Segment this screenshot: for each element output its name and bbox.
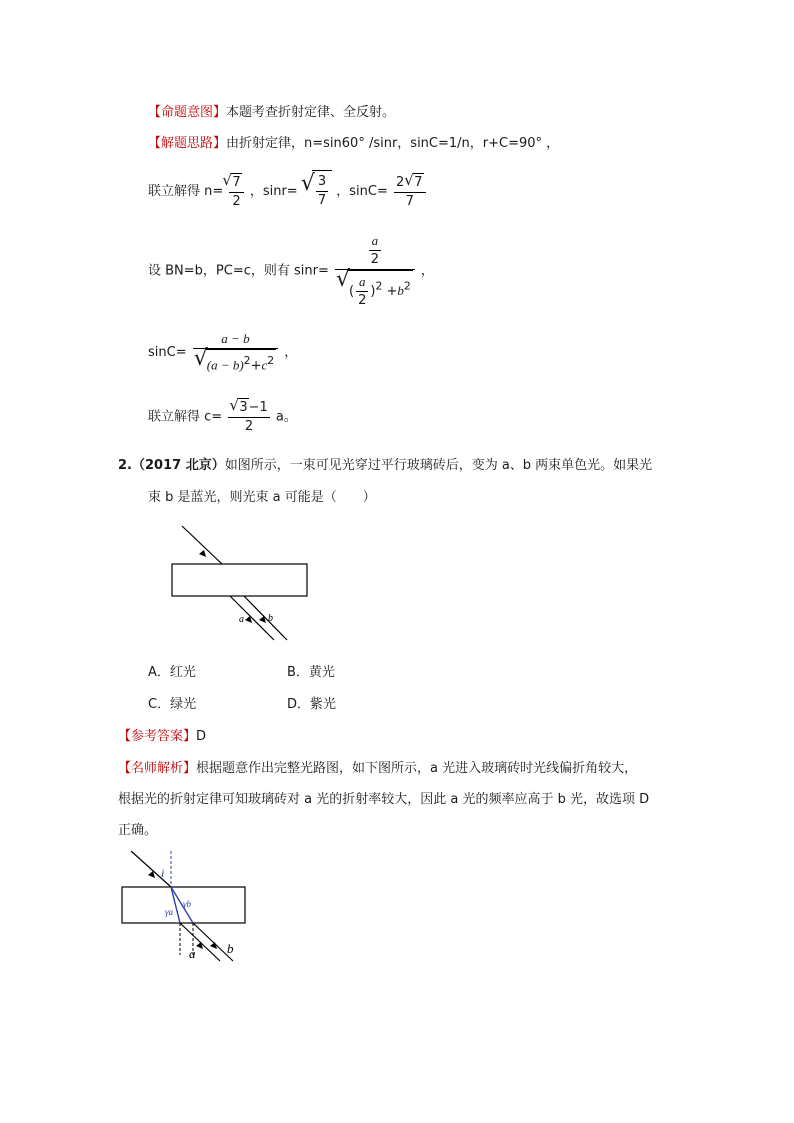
sinC-fraction: $\frac{2√ 7}{7}$	[394, 173, 426, 211]
solve-prefix: 联立解得 n=	[148, 184, 224, 199]
intent-line	[148, 103, 395, 123]
label-a: a	[189, 946, 196, 961]
option-b[interactable]: B．黄光	[287, 665, 335, 680]
question-text2: 束 b 是蓝光，则光束 a 可能是（ ）	[148, 490, 376, 505]
question-source: （2017 北京）	[131, 458, 225, 473]
question-line1	[118, 456, 652, 476]
light-path-figure	[115, 845, 255, 970]
sinr-big-fraction: $\frac{a}{2}$ √ ( $\frac{a}{2}$ )$^2 +b^2$	[335, 232, 415, 310]
question-number: 2.	[118, 458, 132, 473]
sinr-root: √ $\frac{3}{7}$	[312, 170, 332, 210]
intent-text: 本题考查折射定律、全反射。	[226, 105, 396, 120]
idea-bracket: 【解题思路】	[148, 136, 227, 151]
option-d[interactable]: D．紫光	[287, 697, 337, 712]
idea-line	[148, 134, 559, 154]
analysis-line1: 【名师解析】根据题意作出完整光路图，如下图所示，a 光进入玻璃砖时光线偏折角较大，	[118, 761, 638, 776]
label-b: b	[227, 941, 234, 956]
idea-text: 由折射定律，n=sin60° /sinr，sinC=1/n，r+C=90° ，	[226, 136, 560, 151]
answer-value: D	[196, 729, 207, 744]
sinr-equation: 设 BN=b，PC=c，则有 sinr= $\frac{a}{2}$ √ ( $\frac{a}{2}$ )$^2 +b^2$ ，	[148, 232, 434, 310]
label-a: a	[239, 614, 244, 625]
sinr-label: ，sinr=	[249, 184, 298, 199]
incident-ray	[131, 851, 171, 887]
incident-ray	[182, 526, 222, 564]
option-a[interactable]: A．红光	[148, 665, 196, 680]
label-b: b	[268, 613, 273, 624]
answer-line	[118, 727, 206, 747]
result-prefix: 联立解得 c=	[148, 409, 223, 425]
sinC-prefix: sinC=	[148, 345, 187, 361]
solve-line-n	[148, 170, 428, 211]
sinC-equation: sinC= a − b √ $(a - b)^2+c^2$ ，	[148, 330, 297, 375]
label-gamma-b: γb	[183, 899, 192, 909]
analysis-line3: 正确。	[118, 823, 158, 838]
refracted-a	[171, 887, 180, 923]
intent-bracket: 【命题意图】	[148, 105, 227, 120]
analysis-line2: 根据光的折射定律可知玻璃砖对 a 光的折射率较大，因此 a 光的频率应高于 b 光，故选项 D	[118, 792, 650, 807]
question-line2	[148, 488, 376, 508]
analysis-bracket: 【名师解析】	[118, 761, 197, 776]
sinC-label: ，sinC=	[336, 184, 388, 199]
ray-a	[180, 923, 220, 961]
n-fraction: √ $\frac{7}{2}$	[229, 173, 243, 211]
glass-block-figure	[160, 520, 330, 645]
result-line: 联立解得 c= √ $\frac{3-1}{2}$ a。	[148, 398, 297, 436]
result-fraction: √ $\frac{3-1}{2}$	[228, 398, 269, 436]
glass-block	[172, 564, 307, 596]
answer-bracket: 【参考答案】	[118, 729, 197, 744]
question-text1: 如图所示，一束可见光穿过平行玻璃砖后，变为 a、b 两束单色光。如果光	[224, 458, 653, 473]
sinr-prefix: 设 BN=b，PC=c，则有 sinr=	[148, 263, 329, 279]
sinC-big-fraction: a − b √ $(a - b)^2+c^2$	[193, 330, 278, 375]
label-i: i	[161, 866, 165, 880]
label-gamma-a: γa	[165, 907, 174, 917]
option-c[interactable]: C．绿光	[148, 697, 197, 712]
incident-arrow	[199, 550, 206, 557]
